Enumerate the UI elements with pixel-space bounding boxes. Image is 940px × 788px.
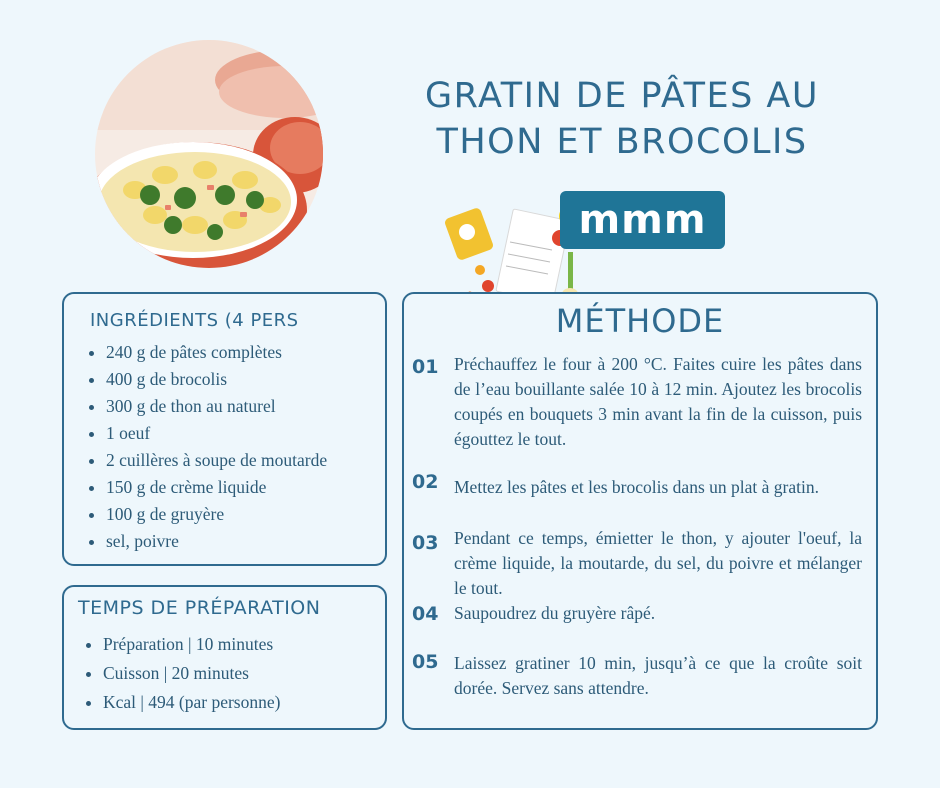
step-number: 01 (412, 356, 439, 378)
list-item: 240 g de pâtes complètes (84, 339, 327, 366)
recipe-title (372, 73, 872, 165)
method-panel (402, 292, 878, 730)
step-text: Laissez gratiner 10 min, jusqu’à ce que la croûte soit dorée. Servez sans attendre. (454, 653, 862, 698)
prep-time-heading: TEMPS DE PRÉPARATION (78, 597, 321, 619)
step-number: 03 (412, 532, 439, 554)
dish-photo (95, 40, 323, 268)
list-item: 300 g de thon au naturel (84, 393, 327, 420)
step-text: Saupoudrez du gruyère râpé. (454, 603, 656, 623)
ingredients-list (84, 339, 327, 555)
ingredients-panel (62, 292, 387, 566)
method-heading: MÉTHODE (555, 302, 725, 340)
list-item: sel, poivre (84, 528, 327, 555)
step-number: 05 (412, 651, 439, 673)
step-text: Préchauffez le four à 200 °C. Faites cuire les pâtes dans de l’eau bouillante salée 10 à 12 min. Ajoutez les brocolis coupés en bouquets 3 min avant la fin de la cuisson, puis égouttez le tout. (454, 354, 862, 449)
ingredients-heading: INGRÉDIENTS (4 PERS (90, 310, 299, 331)
step-text: Mettez les pâtes et les brocolis dans un plat à gratin. (454, 477, 819, 497)
recipe-title-line-1: GRATIN DE PÂTES AU (425, 76, 819, 117)
recipe-title-line-2: THON ET BROCOLIS (436, 122, 808, 163)
list-item: 400 g de brocolis (84, 366, 327, 393)
list-item: 100 g de gruyère (84, 501, 327, 528)
list-item: 150 g de crème liquide (84, 474, 327, 501)
step-number: 04 (412, 603, 439, 625)
step-number: 02 (412, 471, 439, 493)
list-item: 1 oeuf (84, 420, 327, 447)
mmm-badge: mmm (560, 191, 725, 249)
list-item: Cuisson | 20 minutes (81, 659, 280, 688)
list-item: Préparation | 10 minutes (81, 630, 280, 659)
step-text: Pendant ce temps, émietter le thon, y ajouter l'oeuf, la crème liquide, la moutarde, du sel, du poivre et mélanger le tout. (454, 528, 862, 598)
prep-time-panel (62, 585, 387, 730)
list-item: Kcal | 494 (par personne) (81, 688, 280, 717)
list-item: 2 cuillères à soupe de moutarde (84, 447, 327, 474)
prep-time-list (81, 630, 280, 717)
